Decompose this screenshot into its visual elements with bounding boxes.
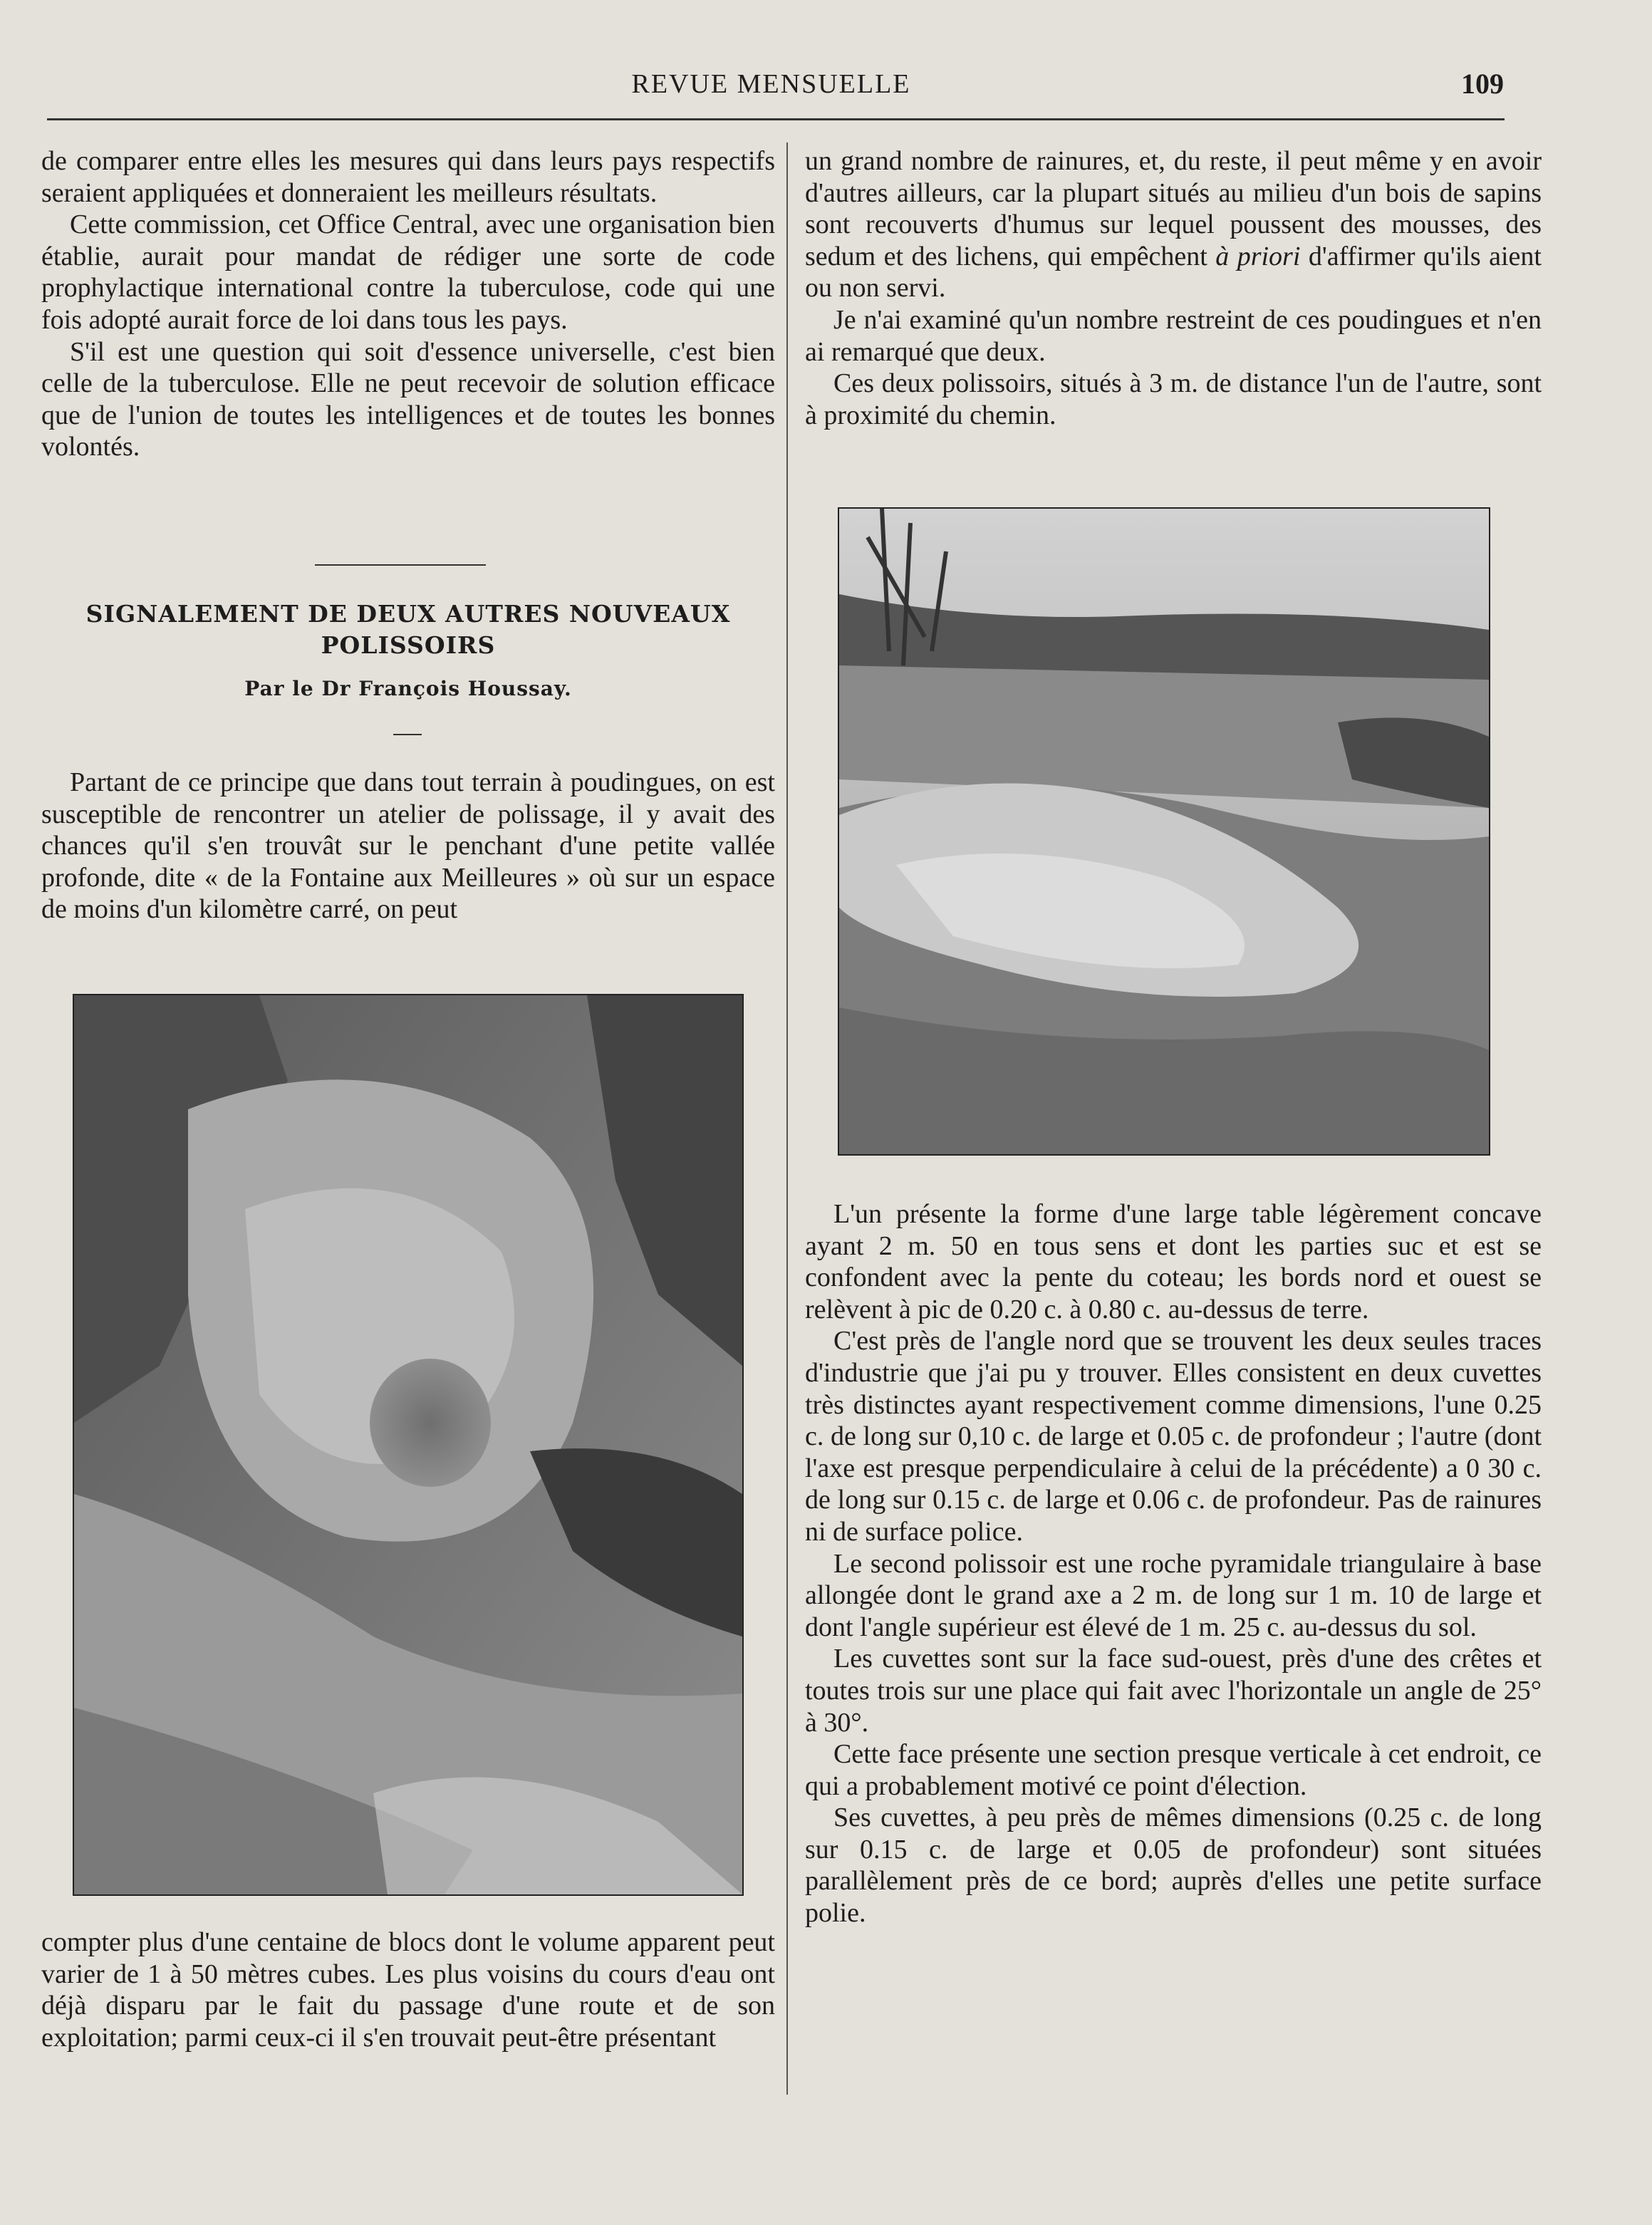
left-column-intro [41, 767, 775, 925]
paragraph: Partant de ce principe que dans tout terrain à poudingues, on est susceptible de rencontrer un atelier de polissage, il y avait des chances qu'il s'en trouvât sur le penchant d'une petite vallée profonde, dite « de la Fontaine aux Meilleures » où sur un espace de moins d'un kilomètre carré, on peut [41, 767, 775, 925]
paragraph: L'un présente la forme d'une large table légèrement concave ayant 2 m. 50 en tous sens et dont les parties suc et est se confondent avec la pente du coteau; les bords nord et ouest se relèvent à pic de 0.20 c. à 0.80 c. au-dessus de terre. [805, 1199, 1542, 1324]
paragraph: Cette face présente une section presque verticale à cet endroit, ce qui a probablement motivé ce point d'élection. [805, 1739, 1542, 1801]
left-column-top [41, 145, 775, 463]
paragraph: de comparer entre elles les mesures qui dans leurs pays respectifs seraient appliquées et donneraient les meilleurs résultats. [41, 146, 775, 208]
photo-polissoir-landscape [838, 507, 1490, 1156]
paragraph: S'il est une question qui soit d'essence universelle, c'est bien celle de la tuberculose. Elle ne peut recevoir de solution efficace que de l'union de toutes les intelligences et de toutes les bonnes volontés. [41, 336, 775, 462]
title-dash [393, 734, 422, 735]
header-rule [47, 118, 1505, 120]
article-title: SIGNALEMENT DE DEUX AUTRES NOUVEAUX POLISSOIRS [85, 600, 731, 659]
photo-polissoir-rock [73, 994, 744, 1896]
byline: Par le Dr François Houssay. [244, 677, 572, 700]
paragraph: Je n'ai examiné qu'un nombre restreint de ces poudingues et n'en ai remarqué que deux. [805, 304, 1542, 367]
left-column-bottom [41, 1926, 775, 2053]
text-segment: un grand nombre de rainures, et, du reste, il peut même y en avoir d'autres ailleurs, car la plupart situés au milieu d'un bois de sapins sont recouverts d'humus sur lequel poussent des mousses, des sedum et des lichens, qui empêchent [805, 146, 1542, 271]
paragraph: Le second polissoir est une roche pyramidale triangulaire à base allongée dont le grand axe a 2 m. de long sur 1 m. 10 de large et dont l'angle supérieur est élevé de 1 m. 25 c. au-dessus du sol. [805, 1548, 1542, 1642]
paragraph: Cette commission, cet Office Central, avec une organisation bien établie, aurait pour mandat de rédiger une sorte de code prophylactique international contre la tuberculose, code qui une fois adopté aurait force de loi dans tous les pays. [41, 209, 775, 335]
paragraph: Les cuvettes sont sur la face sud-ouest, près d'une des crêtes et toutes trois sur une place qui fait avec l'horizontale un angle de 25° à 30°. [805, 1644, 1542, 1738]
text-segment: d'affirmer qu'ils aient ou non servi. [805, 241, 1542, 304]
paragraph: compter plus d'une centaine de blocs dont le volume apparent peut varier de 1 à 50 mètres cubes. Les plus voisins du cours d'eau ont déjà disparu par le fait du passage d'une route et de son exploitation; parmi ceux-ci il s'en trouvait peut-être présentant [41, 1927, 775, 2053]
running-title: REVUE MENSUELLE [631, 69, 911, 99]
page-number: 109 [1461, 68, 1504, 100]
paragraph: Ses cuvettes, à peu près de mêmes dimensions (0.25 c. de long sur 0.15 c. de large et 0.05 de profondeur) sont situées parallèlement près de ce bord; auprès d'elles une petite surface polie. [805, 1803, 1542, 1929]
column-divider [786, 142, 788, 2095]
paragraph [805, 145, 1542, 304]
italic-phrase: à priori [1215, 241, 1301, 271]
right-column-bottom [805, 1198, 1542, 1929]
paragraph: C'est près de l'angle nord que se trouvent les deux seules traces d'industrie que j'ai pu y trouver. Elles consistent en deux cuvettes très distinctes ayant respectivement comme dimensions, l'une 0.25 c. de long sur 0,10 c. de large et 0.05 c. de profondeur ; l'autre (dont l'axe est presque perpendiculaire à celui de la précédente) a 0 30 c. de long sur 0.15 c. de large et 0.06 c. de profondeur. Pas de rainures ni de surface police. [805, 1326, 1542, 1547]
right-column-top [805, 145, 1542, 431]
section-divider [315, 564, 486, 566]
paragraph: Ces deux polissoirs, situés à 3 m. de distance l'un de l'autre, sont à proximité du chemin. [805, 368, 1542, 430]
